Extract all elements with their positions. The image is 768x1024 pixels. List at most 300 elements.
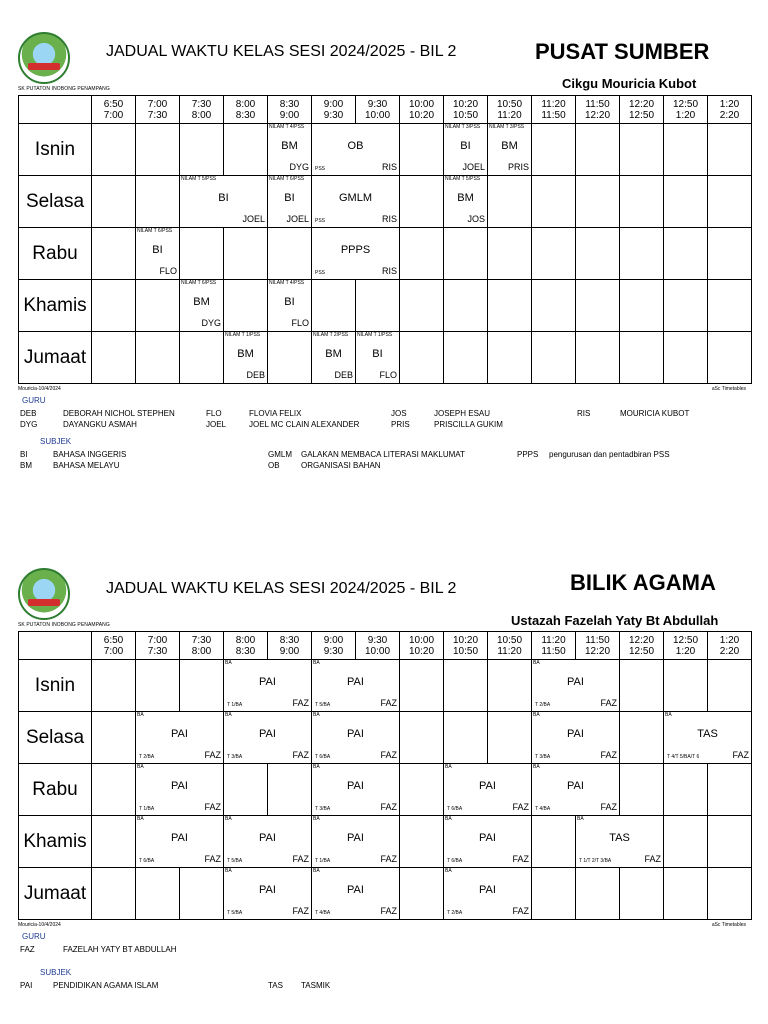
- time-slot-header: [136, 96, 180, 124]
- time-slot-header: [488, 632, 532, 660]
- slot-end: 10:00: [364, 645, 391, 657]
- corner-cell: [19, 96, 92, 124]
- slot-end: 7:00: [103, 109, 124, 121]
- slot-start: 7:00: [147, 98, 168, 110]
- lesson-subject: BM: [501, 140, 518, 152]
- lesson-venue: BA: [225, 868, 232, 874]
- slot-start: 7:30: [191, 98, 212, 110]
- lesson-venue: BA: [533, 660, 540, 666]
- lesson-venue: NILAM T 6/PSS: [181, 280, 217, 286]
- lesson-venue: BA: [533, 764, 540, 770]
- empty-slot: [664, 228, 708, 280]
- slot-start: 1:20: [719, 98, 740, 110]
- lesson-cell[interactable]: [532, 712, 620, 764]
- lesson-cell[interactable]: [224, 332, 268, 384]
- lesson-subject: BI: [284, 192, 295, 204]
- lesson-subject: PAI: [259, 728, 276, 740]
- empty-slot: [620, 332, 664, 384]
- lesson-teacher: FAZ: [204, 750, 221, 760]
- lesson-cell[interactable]: [312, 124, 400, 176]
- empty-slot: [92, 228, 136, 280]
- lesson-class: T 3/BA: [535, 754, 551, 760]
- lesson-class: T 4/BA: [535, 806, 551, 812]
- time-slot-header: [92, 632, 136, 660]
- empty-slot: [488, 660, 532, 712]
- lesson-class: T 1/BA: [139, 806, 155, 812]
- teacher-name: MOURICIA KUBOT: [620, 409, 690, 418]
- lesson-venue: BA: [137, 816, 144, 822]
- empty-slot: [708, 228, 752, 280]
- empty-slot: [708, 816, 752, 868]
- slot-end: 8:30: [235, 645, 256, 657]
- day-row: [19, 176, 752, 228]
- lesson-venue: NILAM T 2/PSS: [313, 332, 349, 338]
- empty-slot: [620, 660, 664, 712]
- lesson-teacher: FLO: [379, 370, 397, 380]
- lesson-teacher: DEB: [246, 370, 265, 380]
- slot-start: 10:50: [496, 634, 523, 646]
- slot-end: 1:20: [675, 645, 696, 657]
- footer-left: Mouricia-10/4/2024: [18, 922, 61, 928]
- corner-cell: [19, 632, 92, 660]
- lesson-cell[interactable]: [444, 124, 488, 176]
- lesson-cell[interactable]: [268, 124, 312, 176]
- lesson-venue: BA: [225, 712, 232, 718]
- day-row: [19, 868, 752, 920]
- lesson-class: T 5/BA: [227, 910, 243, 916]
- empty-slot: [576, 332, 620, 384]
- subject-code: PPPS: [517, 450, 539, 459]
- lesson-venue: NILAM T 5/PSS: [181, 176, 217, 182]
- lesson-teacher: RIS: [381, 266, 397, 276]
- school-name: SK PUTATON INOBONG PENAMPANG: [18, 622, 110, 628]
- slot-start: 8:30: [279, 634, 300, 646]
- lesson-venue: BA: [445, 868, 452, 874]
- empty-slot: [136, 868, 180, 920]
- empty-slot: [136, 176, 180, 228]
- empty-slot: [708, 124, 752, 176]
- subject-name: ORGANISASI BAHAN: [301, 461, 381, 470]
- lesson-cell[interactable]: [268, 176, 312, 228]
- lesson-cell[interactable]: [136, 712, 224, 764]
- lesson-cell[interactable]: [444, 868, 532, 920]
- empty-slot: [664, 280, 708, 332]
- footer-right: aSc Timetables: [711, 922, 746, 928]
- empty-slot: [92, 124, 136, 176]
- empty-slot: [532, 868, 576, 920]
- lesson-cell[interactable]: [224, 660, 312, 712]
- lesson-subject: PPPS: [340, 244, 371, 256]
- slot-end: 2:20: [719, 109, 740, 121]
- lesson-class: T 6/BA: [139, 858, 155, 864]
- empty-slot: [664, 176, 708, 228]
- empty-slot: [488, 228, 532, 280]
- lesson-teacher: FAZ: [380, 854, 397, 864]
- empty-slot: [576, 868, 620, 920]
- lesson-cell[interactable]: [664, 712, 752, 764]
- teacher-code: DYG: [20, 420, 38, 429]
- teacher-name: DAYANGKU ASMAH: [63, 420, 137, 429]
- lesson-cell[interactable]: [356, 332, 400, 384]
- time-slot-header: [180, 632, 224, 660]
- day-row: [19, 712, 752, 764]
- empty-slot: [92, 660, 136, 712]
- lesson-subject: BM: [193, 296, 210, 308]
- lesson-venue: BA: [445, 764, 452, 770]
- empty-slot: [708, 660, 752, 712]
- lesson-cell[interactable]: [532, 660, 620, 712]
- slot-start: 7:00: [147, 634, 168, 646]
- empty-slot: [532, 816, 576, 868]
- lesson-cell[interactable]: [312, 332, 356, 384]
- empty-slot: [444, 228, 488, 280]
- slot-end: 11:50: [541, 645, 566, 657]
- time-slot-header: [400, 96, 444, 124]
- room-name: BILIK AGAMA: [570, 570, 716, 595]
- day-label: Rabu: [19, 764, 92, 816]
- time-slot-header: [620, 96, 664, 124]
- time-slot-header: [532, 632, 576, 660]
- empty-slot: [664, 660, 708, 712]
- time-slot-header: [268, 96, 312, 124]
- teacher-name: PRISCILLA GUKIM: [434, 420, 503, 429]
- slot-end: 8:00: [191, 109, 212, 121]
- empty-slot: [180, 332, 224, 384]
- time-slot-header: [664, 632, 708, 660]
- empty-slot: [708, 764, 752, 816]
- lesson-cell[interactable]: [444, 816, 532, 868]
- lesson-venue: NILAM T 4/PSS: [269, 124, 305, 130]
- slot-start: 11:20: [541, 98, 566, 110]
- slot-start: 9:00: [323, 634, 344, 646]
- lesson-cell[interactable]: [224, 868, 312, 920]
- empty-slot: [444, 660, 488, 712]
- day-label: Khamis: [19, 280, 92, 332]
- empty-slot: [620, 280, 664, 332]
- slot-start: 10:20: [452, 98, 479, 110]
- day-label: Khamis: [19, 816, 92, 868]
- timetable-title: JADUAL WAKTU KELAS SESI 2024/2025 - BIL 2: [106, 580, 457, 597]
- lesson-cell[interactable]: [312, 868, 400, 920]
- lesson-teacher: JOS: [467, 214, 485, 224]
- lesson-teacher: FAZ: [204, 854, 221, 864]
- day-row: [19, 280, 752, 332]
- empty-slot: [400, 332, 444, 384]
- lesson-teacher: FAZ: [644, 854, 661, 864]
- slot-end: 11:20: [497, 645, 522, 657]
- lesson-cell[interactable]: [312, 228, 400, 280]
- subject-code: GMLM: [268, 450, 292, 459]
- subject-code: TAS: [268, 981, 283, 990]
- guru-heading: GURU: [22, 932, 46, 941]
- slot-end: 10:50: [452, 109, 479, 121]
- footer-left: Mouricia-10/4/2024: [18, 386, 61, 392]
- lesson-teacher: FAZ: [380, 698, 397, 708]
- teacher-code: JOS: [391, 409, 407, 418]
- slot-start: 1:20: [719, 634, 740, 646]
- empty-slot: [444, 280, 488, 332]
- empty-slot: [136, 280, 180, 332]
- empty-slot: [488, 332, 532, 384]
- empty-slot: [400, 868, 444, 920]
- day-row: [19, 660, 752, 712]
- timetable-title: JADUAL WAKTU KELAS SESI 2024/2025 - BIL 2: [106, 43, 457, 60]
- lesson-teacher: FAZ: [732, 750, 749, 760]
- lesson-subject: PAI: [347, 728, 364, 740]
- time-slot-header: [444, 96, 488, 124]
- lesson-subject: PAI: [479, 884, 496, 896]
- empty-slot: [136, 660, 180, 712]
- empty-slot: [532, 124, 576, 176]
- guru-heading: GURU: [22, 396, 46, 405]
- lesson-venue: BA: [313, 764, 320, 770]
- time-slot-header: [180, 96, 224, 124]
- lesson-subject: BI: [372, 348, 383, 360]
- lesson-subject: PAI: [171, 728, 188, 740]
- time-slot-header: [708, 96, 752, 124]
- lesson-subject: PAI: [567, 728, 584, 740]
- empty-slot: [532, 280, 576, 332]
- lesson-subject: GMLM: [339, 192, 372, 204]
- lesson-class: T 6/BA: [315, 754, 331, 760]
- slot-start: 9:30: [367, 98, 388, 110]
- lesson-subject: PAI: [259, 676, 276, 688]
- slot-end: 9:30: [323, 645, 344, 657]
- lesson-class: T 3/BA: [315, 806, 331, 812]
- slot-end: 7:00: [103, 645, 124, 657]
- empty-slot: [664, 816, 708, 868]
- time-slot-header: [224, 632, 268, 660]
- slot-start: 10:50: [496, 98, 523, 110]
- empty-slot: [708, 332, 752, 384]
- lesson-teacher: FAZ: [292, 906, 309, 916]
- slot-end: 9:00: [279, 645, 300, 657]
- empty-slot: [620, 176, 664, 228]
- slot-start: 8:00: [235, 634, 256, 646]
- room-teacher: Cikgu Mouricia Kubot: [562, 76, 697, 91]
- lesson-teacher: FAZ: [380, 802, 397, 812]
- day-label: Selasa: [19, 176, 92, 228]
- lesson-teacher: FAZ: [600, 698, 617, 708]
- subject-name: PENDIDIKAN AGAMA ISLAM: [53, 981, 159, 990]
- subject-name: pengurusan dan pentadbiran PSS: [549, 450, 670, 459]
- teacher-code: RIS: [577, 409, 591, 418]
- lesson-class: T 2/BA: [139, 754, 155, 760]
- empty-slot: [400, 660, 444, 712]
- empty-slot: [532, 176, 576, 228]
- slot-start: 10:20: [452, 634, 479, 646]
- slot-end: 11:20: [497, 109, 522, 121]
- lesson-cell[interactable]: [312, 712, 400, 764]
- lesson-venue: NILAM T 5/PSS: [445, 176, 481, 182]
- lesson-cell[interactable]: [444, 764, 532, 816]
- timetable-section: [0, 30, 768, 490]
- lesson-teacher: DYG: [201, 318, 221, 328]
- lesson-venue: BA: [137, 764, 144, 770]
- lesson-subject: BI: [284, 296, 295, 308]
- day-label: Isnin: [19, 660, 92, 712]
- slot-end: 9:00: [279, 109, 300, 121]
- lesson-cell[interactable]: [532, 764, 620, 816]
- lesson-class: T 1/BA: [227, 702, 243, 708]
- lesson-cell[interactable]: [488, 124, 532, 176]
- empty-slot: [400, 764, 444, 816]
- empty-slot: [400, 816, 444, 868]
- lesson-cell[interactable]: [136, 764, 224, 816]
- day-label: Rabu: [19, 228, 92, 280]
- timetable-section: [0, 566, 768, 1024]
- empty-slot: [708, 868, 752, 920]
- time-slot-header: [488, 96, 532, 124]
- slot-start: 8:00: [235, 98, 256, 110]
- lesson-subject: BI: [152, 244, 163, 256]
- slot-start: 11:50: [585, 98, 610, 110]
- time-slot-header: [532, 96, 576, 124]
- subjek-heading: SUBJEK: [40, 437, 72, 446]
- lesson-cell[interactable]: [312, 816, 400, 868]
- empty-slot: [268, 764, 312, 816]
- time-slot-header: [620, 632, 664, 660]
- lesson-class: T 4/BA: [315, 910, 331, 916]
- lesson-cell[interactable]: [312, 176, 400, 228]
- lesson-subject: BM: [457, 192, 474, 204]
- school-name: SK PUTATON INOBONG PENAMPANG: [18, 86, 110, 92]
- lesson-class: T 6/BA: [447, 858, 463, 864]
- empty-slot: [180, 228, 224, 280]
- empty-slot: [92, 712, 136, 764]
- lesson-venue: NILAM T 6/PSS: [269, 176, 305, 182]
- lesson-subject: BI: [218, 192, 229, 204]
- slot-start: 10:00: [408, 634, 435, 646]
- lesson-venue: BA: [577, 816, 584, 822]
- lesson-teacher: FLO: [291, 318, 309, 328]
- lesson-subject: PAI: [259, 832, 276, 844]
- lesson-teacher: DEB: [334, 370, 353, 380]
- time-slot-header: [444, 632, 488, 660]
- empty-slot: [664, 332, 708, 384]
- slot-end: 12:50: [628, 645, 655, 657]
- slot-end: 10:50: [452, 645, 479, 657]
- lesson-class: T 2/BA: [535, 702, 551, 708]
- empty-slot: [620, 868, 664, 920]
- lesson-cell[interactable]: [180, 176, 268, 228]
- header-row: [19, 632, 752, 660]
- empty-slot: [532, 228, 576, 280]
- lesson-venue: BA: [533, 712, 540, 718]
- lesson-cell[interactable]: [136, 228, 180, 280]
- lesson-cell[interactable]: [268, 280, 312, 332]
- time-slot-header: [664, 96, 708, 124]
- slot-end: 12:20: [584, 109, 611, 121]
- slot-end: 2:20: [719, 645, 740, 657]
- empty-slot: [400, 280, 444, 332]
- time-slot-header: [356, 632, 400, 660]
- time-slot-header: [312, 632, 356, 660]
- lesson-cell[interactable]: [224, 712, 312, 764]
- subjek-heading: SUBJEK: [40, 968, 72, 977]
- slot-end: 9:30: [323, 109, 344, 121]
- lesson-teacher: FAZ: [292, 854, 309, 864]
- time-slot-header: [356, 96, 400, 124]
- lesson-venue: NILAM T 1/PSS: [225, 332, 261, 338]
- empty-slot: [488, 280, 532, 332]
- lesson-cell[interactable]: [136, 816, 224, 868]
- lesson-subject: PAI: [567, 780, 584, 792]
- lesson-cell[interactable]: [312, 764, 400, 816]
- lesson-subject: BI: [460, 140, 471, 152]
- slot-start: 9:00: [323, 98, 344, 110]
- subject-name: BAHASA INGGERIS: [53, 450, 127, 459]
- empty-slot: [576, 280, 620, 332]
- slot-start: 8:30: [279, 98, 300, 110]
- lesson-cell[interactable]: [224, 816, 312, 868]
- time-slot-header: [400, 632, 444, 660]
- lesson-venue: BA: [445, 816, 452, 822]
- empty-slot: [708, 280, 752, 332]
- empty-slot: [92, 176, 136, 228]
- lesson-cell[interactable]: [180, 280, 224, 332]
- empty-slot: [400, 228, 444, 280]
- lesson-cell[interactable]: [576, 816, 664, 868]
- empty-slot: [400, 124, 444, 176]
- lesson-cell[interactable]: [444, 176, 488, 228]
- lesson-cell[interactable]: [312, 660, 400, 712]
- lesson-venue: NILAM T 4/PSS: [269, 280, 305, 286]
- lesson-teacher: DYG: [289, 162, 309, 172]
- empty-slot: [136, 124, 180, 176]
- timetable-grid: [18, 631, 752, 920]
- lesson-venue: BA: [665, 712, 672, 718]
- lesson-teacher: FAZ: [512, 854, 529, 864]
- lesson-teacher: FAZ: [512, 906, 529, 916]
- empty-slot: [180, 124, 224, 176]
- teacher-code: DEB: [20, 409, 37, 418]
- lesson-subject: PAI: [479, 780, 496, 792]
- empty-slot: [708, 176, 752, 228]
- lesson-subject: BM: [325, 348, 342, 360]
- lesson-subject: PAI: [171, 832, 188, 844]
- lesson-class: T 4/T 5/BA/T 6: [667, 754, 700, 760]
- lesson-venue: NILAM T 3/PSS: [445, 124, 481, 130]
- subject-code: BI: [20, 450, 28, 459]
- teacher-code: FAZ: [20, 945, 35, 954]
- room-name: PUSAT SUMBER: [535, 39, 710, 64]
- time-slot-header: [136, 632, 180, 660]
- header-row: [19, 96, 752, 124]
- empty-slot: [664, 764, 708, 816]
- slot-end: 1:20: [675, 109, 696, 121]
- slot-end: 10:00: [364, 109, 391, 121]
- empty-slot: [488, 176, 532, 228]
- empty-slot: [180, 660, 224, 712]
- lesson-teacher: FAZ: [292, 750, 309, 760]
- empty-slot: [488, 712, 532, 764]
- timetable-grid: [18, 95, 752, 384]
- time-slot-header: [576, 632, 620, 660]
- empty-slot: [400, 176, 444, 228]
- lesson-subject: PAI: [347, 832, 364, 844]
- lesson-class: T 3/BA: [227, 754, 243, 760]
- lesson-teacher: JOEL: [242, 214, 265, 224]
- lesson-teacher: FAZ: [512, 802, 529, 812]
- empty-slot: [268, 332, 312, 384]
- slot-end: 11:50: [541, 109, 566, 121]
- day-label: Jumaat: [19, 868, 92, 920]
- empty-slot: [576, 124, 620, 176]
- lesson-venue: BA: [313, 816, 320, 822]
- slot-end: 8:30: [235, 109, 256, 121]
- lesson-venue: BA: [225, 660, 232, 666]
